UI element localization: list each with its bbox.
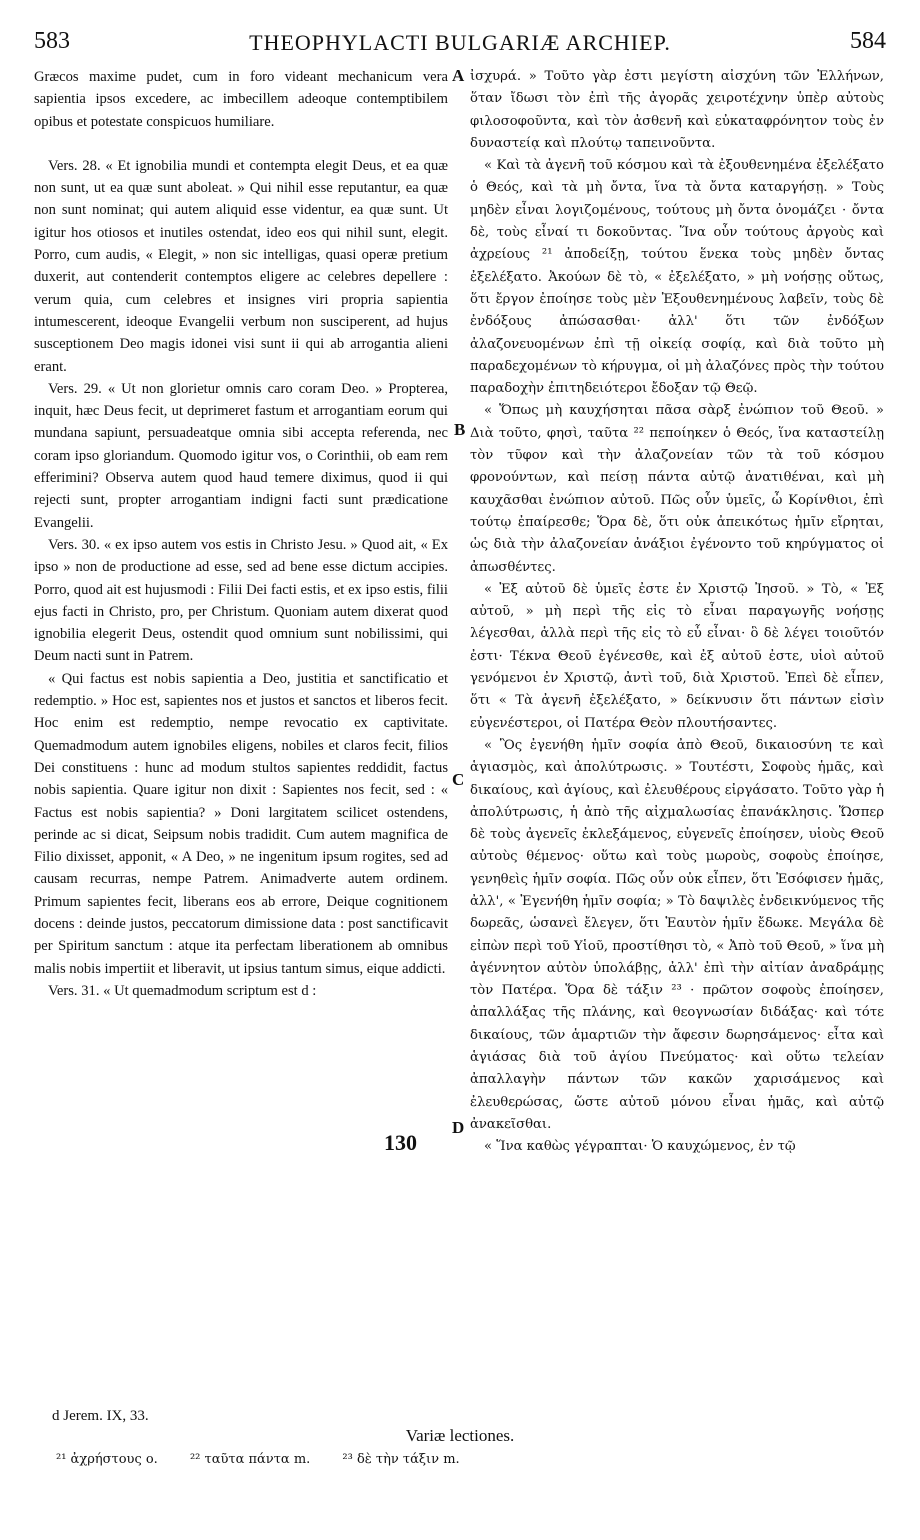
latin-paragraph: Vers. 30. « ex ipso autem vos estis in Christo Jesu. » Quod ait, « Ex ipso » non de productione ad esse, sed ad bene esse dictum accipies. Porro, quod ait est hujusmodi : Filii Dei facti estis, et ex ipso estis, filii ejus facti in Christo, pro, per Christum. Quoniam autem dixerat quod ignobilia elegerit Deus, ostendit quod omnium sunt nobilissimi, qui Deum nacti sunt in Patrem. bbox=[34, 536, 448, 665]
latin-paragraph: Vers. 29. « Ut non glorietur omnis caro coram Deo. » Propterea, inquit, hæc Deus fecit, ut deprimeret fastum et arrogantiam eorum qui mundana sapiunt, persuadeatque omnia sibi accepta referenda, nec coram ipso gloriandum. Quomodo igitur vos, o Corinthii, ob eam rem efferimini? Observa autem quod haud temere diximus, quod ii qui rejecti sunt, propter arrogantiam indigni facti sunt prædicatione Evangelii. bbox=[34, 380, 448, 531]
margin-marker-a: A bbox=[452, 66, 465, 85]
variae-lectiones-notes bbox=[56, 1452, 488, 1467]
page-header bbox=[34, 28, 886, 64]
latin-paragraph: Vers. 31. « Ut quemadmodum scriptum est d : bbox=[48, 982, 317, 999]
margin-marker-c: C bbox=[452, 770, 465, 789]
greek-paragraph: « Ὃς ἐγενήθη ἡμῖν σοφία ἀπὸ Θεοῦ, δικαιοσύνη τε καὶ ἁγιασμὸς, καὶ ἀπολύτρωσις. » Τουτέστι, Σοφοὺς ἡμᾶς, καὶ δικαίους, καὶ ἁγίους, καὶ ἐλευθέρους εἰργάσατο. Τοῦτο γὰρ ἡ ἀπολύτρωσις, ἡ ἀπὸ τῆς αἰχμαλωσίας ἐπανάκλησις. Ὥσπερ δὲ τοὺς ἀγενεῖς ἐκλεξάμενος, εὐγενεῖς ἐποίησεν, υἱοὺς Θεοῦ αὐτοὺς θέμενος· οὕτω καὶ τοὺς μωροὺς, σοφοὺς ἐποίησε, γενηθεὶς ἡμῖν σοφία. Πῶς οὖν οὐκ εἶπεν, ὅτι Ἐσόφισεν ἡμᾶς, ἀλλ', « Ἐγενήθη ἡμῖν σοφία; » Τὸ δαψιλὲς ἐνδεικνύμενος τῆς δωρεᾶς, ὡσανεὶ ἔλεγεν, ὅτι Ἑαυτὸν ἡμῖν ἔδωκε. Μεγάλα δὲ εἰπὼν περὶ τοῦ Υἱοῦ, προστίθησι τὸ, « Ἀπὸ τοῦ Θεοῦ, » ἵνα μὴ ἀγέννητον αὐτὸν ὑπολάβῃς, ἀλλ' ἐπὶ τὴν αἰτίαν ἀναδράμῃς τὸν Πατέρα. Ὅρα δὲ τάξιν ²³ · πρῶτον σοφοὺς ἐποίησεν, ἀπαλλάξας τῆς πλάνης, καὶ θεογνωσίαν διδάξας· καὶ τότε δικαίους, τῶν ἁμαρτιῶν τὴν ἄφεσιν δωρησάμενος· εἶτα καὶ ἁγιάσας διὰ τοῦ ἁγίου Πνεύματος· καὶ οὕτω τελείαν ἀπαλλαγὴν πάντων τῶν κακῶν χαρισάμενος καὶ ἐλευθερώσας, ὥστε αὐτοῦ μόνου εἶναι ἡμᾶς, καὶ αὐτῷ ἀνακεῖσθαι. bbox=[470, 737, 884, 1132]
latin-paragraph: Græcos maxime pudet, cum in foro videant mechanicum vera sapientia ipsos excedere, ac imbecillem adeoque contemptibilem opibus et potestate conspicuos humiliare. bbox=[34, 69, 448, 130]
greek-paragraph: « Ὅπως μὴ καυχήσηται πᾶσα σὰρξ ἐνώπιον τοῦ Θεοῦ. » Διὰ τοῦτο, φησὶ, ταῦτα ²² πεποίηκεν ὁ Θεός, ἵνα καταστείλῃ τὸν τῦφον καὶ τὴν ἀλαζονείαν τῶν τὰ τοῦ κόσμου φρονούντων, καὶ πείσῃ πάντα αὐτῷ ἀνατιθέναι, καὶ μὴ καυχᾶσθαι ἐνώπιον αὐτοῦ. Πῶς οὖν ὑμεῖς, ὦ Κορίνθιοι, ἐπὶ τούτῳ ἐπαίρεσθε; Ὅρα δὲ, ὅτι οὐκ ἀπεικότως ἡμῖν εἴρηται, ὡς διὰ τὴν ἀλαζονείαν ἀνάξιοι ἐγένοντο τοῦ κηρύγματος οἱ ἀπωσθέντες. bbox=[470, 403, 884, 575]
variant-note: ²² ταῦτα πάντα m. bbox=[189, 1452, 311, 1467]
variant-note: ²³ δὲ τὴν τάξιν m. bbox=[342, 1452, 460, 1467]
page-number-left: 583 bbox=[34, 28, 70, 54]
greek-column bbox=[470, 66, 884, 1408]
latin-column bbox=[34, 66, 448, 1408]
greek-paragraph: « Ἐξ αὐτοῦ δὲ ὑμεῖς ἐστε ἐν Χριστῷ Ἰησοῦ. » Τὸ, « Ἐξ αὐτοῦ, » μὴ περὶ τῆς εἰς τὸ εἶναι παραγωγῆς νοήσῃς λέγεσθαι, ἀλλὰ περὶ τῆς εἰς τὸ εὖ εἶναι· ὃ δὲ λέγει τοιοῦτόν ἐστι· Τέκνα Θεοῦ ἐγένεσθε, καὶ ἐξ αὐτοῦ ἐστε, υἱοὶ αὐτοῦ γενόμενοι ἐν Χριστῷ, ἀντὶ τοῦ, διὰ Χριστοῦ. Ἐπεὶ δὲ εἶπεν, ὅτι « Τὰ ἀγενῆ ἐξελέξατο, » δείκνυσιν ὅτι πάντων εἰσὶν εὐγενέστεροι, οἱ Πατέρα Θεὸν πλουτήσαντες. bbox=[470, 581, 884, 731]
greek-paragraph: « Ἵνα καθὼς γέγραπται· Ὁ καυχώμενος, ἐν τῷ bbox=[484, 1139, 796, 1155]
latin-paragraph: Vers. 28. « Et ignobilia mundi et contempta elegit Deus, et ea quæ non sunt, ut ea quæ sunt aboleat. » Qui nihil esse reputantur, ea quæ non sunt nominat; qui autem aliquid esse videntur, ea quæ sunt. Ut igitur hos otiosos et inutiles ostendat, ideo eos qui nihil sunt, elegit. Porro, cum audis, « Elegit, » non sic intelligas, quasi operæ pretium duxerit, aut contenderit contemptos eligere ac celebres depellere : verum quia, cum celebres et insignes viri propria sapientia intumescerent, ideoque Evangelii verbum non susciperent, ad hujus susceptionem Deo magis idonei visi sunt ii qui ab arrogantia alieni erant. bbox=[34, 157, 448, 375]
running-title: THEOPHYLACTI BULGARIÆ ARCHIEP. bbox=[249, 30, 671, 55]
greek-paragraph: ἰσχυρά. » Τοῦτο γὰρ ἐστι μεγίστη αἰσχύνη τῶν Ἑλλήνων, ὅταν ἴδωσι τὸν ἐπὶ τῆς ἀγορᾶς χειροτέχνην ὑπὲρ αὐτοὺς φιλοσοφοῦντα, καὶ τὸν ἀσθενῆ καὶ εὐκαταφρόνητον τοὺς ἐν δυναστείᾳ καὶ πλούτῳ ταπεινοῦντα. bbox=[470, 69, 884, 151]
margin-marker-d: D bbox=[452, 1118, 465, 1137]
variant-note: ²¹ ἀχρήστους ο. bbox=[56, 1452, 158, 1467]
paragraph-gap bbox=[34, 133, 448, 155]
column-number: 130 bbox=[384, 1130, 417, 1155]
variae-lectiones-title: Variæ lectiones. bbox=[405, 1426, 515, 1445]
page-number-right: 584 bbox=[850, 28, 886, 54]
margin-marker-b: B bbox=[454, 420, 466, 439]
footnote: d Jerem. IX, 33. bbox=[52, 1408, 149, 1424]
latin-paragraph: « Qui factus est nobis sapientia a Deo, justitia et sanctificatio et redemptio. » Hoc est, sapientes nos et justos et sanctos et liberos fecit. Hoc enim est redemptio, nempe revocatio ex captivitate. Quemadmodum autem ignobiles eligens, nobiles et claros fecit, filios Dei constituens : hunc ad modum stultos sapientes reddidit, factus nobis sapientia. Quare igitur non dixit : Sapientes nos fecit, sed : « Factus est nobis sapientia? » Doni largitatem scilicet ostendens, perinde ac si dicat, Seipsum nobis tradidit. Cum autem magnifica de Filio dixisset, apponit, « A Deo, » ne ingenitum ipsum rogites, sed ad causam recurras, nempe Patrem. Animadverte autem ordinem. Primum sapientes fecit, liberans eos ab errore, Deique cognitionem docens : deinde justos, peccatorum dimissione data : post sanctificavit per Spiritum sanctum : atque ita perfectam liberationem ab omnibus malis nobis impertiit et liberavit, ut ipsius tantum simus, eique addicti. bbox=[34, 670, 448, 977]
greek-paragraph: « Καὶ τὰ ἀγενῆ τοῦ κόσμου καὶ τὰ ἐξουθενημένα ἐξελέξατο ὁ Θεός, καὶ τὰ μὴ ὄντα, ἵνα τὰ ὄντα καταργήσῃ. » Τοὺς μηδὲν εἶναι λογιζομένους, τούτους μὴ ὄντα ὀνομάζει · ὄντα δὲ, τοὺς εἶναί τι δοκοῦντας. Ἵνα οὖν τούτους ἀργοὺς καὶ ἀχρείους ²¹ ἀποδείξῃ, τούτου ἕνεκα τοὺς μηδὲν ὄντας ἐξελέξατο. Ἀκούων δὲ τὸ, « ἐξελέξατο, » μὴ νοήσῃς οὕτως, ὅτι ἔργον ἐποίησε τοὺς μὲν Ἐξουθενημένους λαβεῖν, τοὺς δὲ ἐνδόξους ἀπώσασθαι· ἀλλ' ὅτι τῶν ἐνδόξων ἀλαζονευομένων ἐπὶ τῇ οἰκείᾳ σοφίᾳ, καὶ διὰ τοῦτο μὴ παραδεχομένων τὸ κήρυγμα, οἱ μὴ ἀλαζόνες πρὸς τὴν τούτου παραδοχὴν ἐπιτηδειότεροι ἔδοξαν τῷ Θεῷ. bbox=[470, 158, 884, 397]
